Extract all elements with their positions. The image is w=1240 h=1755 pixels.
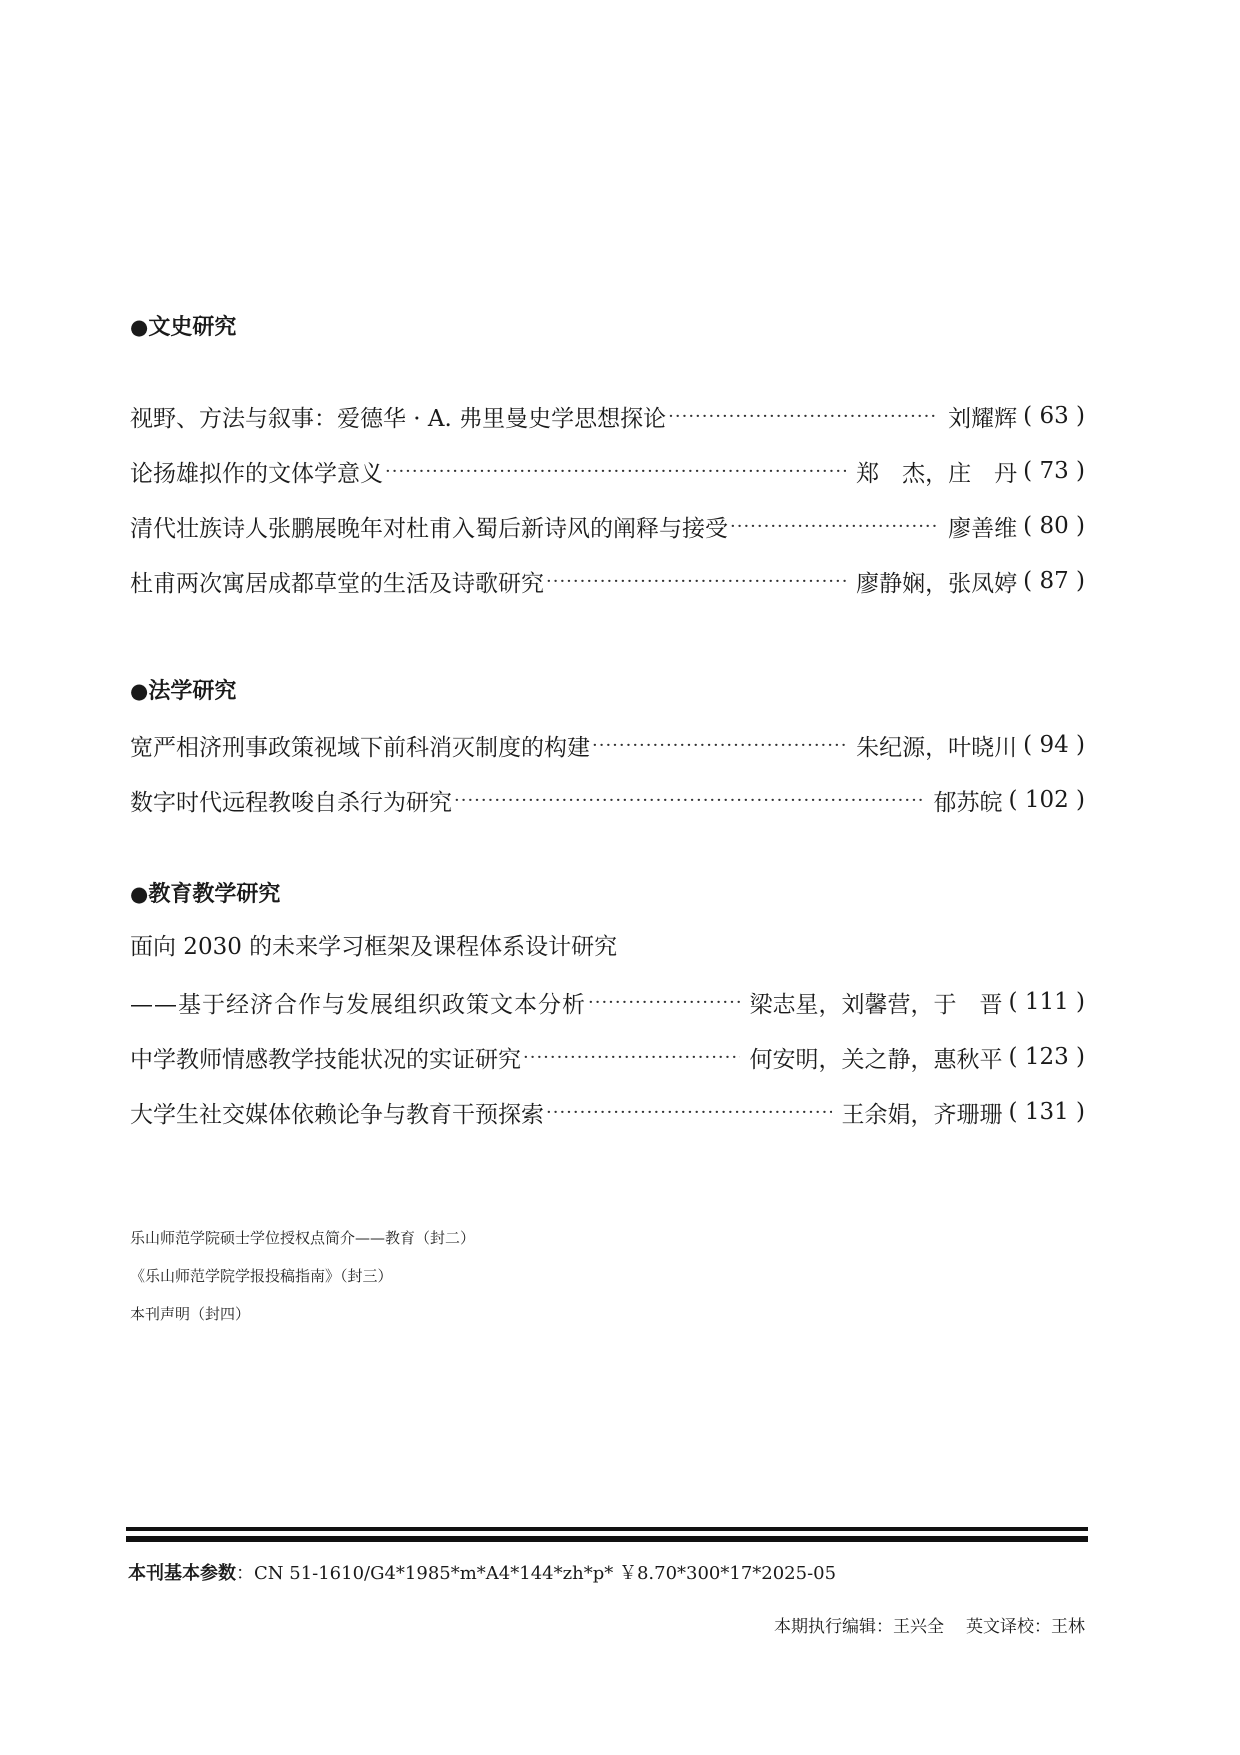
dot-leader <box>546 571 846 592</box>
editor-label: 本期执行编辑： <box>774 1617 893 1637</box>
entry-authors: 王余娟，齐珊珊 <box>841 1101 1003 1128</box>
entry-title: 杜甫两次寓居成都草堂的生活及诗歌研究 <box>130 570 544 597</box>
bullet-icon: ● <box>130 679 149 703</box>
entry-page: ( 131 ) <box>1008 1099 1085 1125</box>
entry-page: ( 102 ) <box>1008 787 1085 813</box>
toc-entry[interactable] <box>130 1040 1085 1074</box>
toc-entry[interactable] <box>130 783 1085 817</box>
note-cover4: 本刊声明（封四） <box>130 1305 251 1323</box>
entry-title: 大学生社交媒体依赖论争与教育干预探索 <box>130 1101 544 1128</box>
section-title: 法学研究 <box>148 679 237 704</box>
section-heading-education <box>130 879 280 909</box>
entry-authors: 梁志星，刘馨营，于 晋 <box>749 991 1003 1018</box>
toc-entry[interactable] <box>130 564 1085 598</box>
toc-entry[interactable] <box>130 1095 1085 1129</box>
footer-rule-bottom <box>126 1536 1088 1542</box>
section-heading-law <box>130 676 236 706</box>
note-cover2: 乐山师范学院硕士学位授权点简介——教育（封二） <box>130 1229 476 1247</box>
entry-page: ( 73 ) <box>1023 458 1085 484</box>
entry-page: ( 94 ) <box>1023 732 1085 758</box>
entry-authors: 廖静娴，张凤婷 <box>856 570 1018 597</box>
entry-page: ( 123 ) <box>1008 1044 1085 1070</box>
bullet-icon: ● <box>130 315 149 339</box>
toc-entry[interactable] <box>130 454 1085 488</box>
section-heading-history <box>130 312 236 342</box>
dot-leader <box>730 516 938 537</box>
entry-title: 清代壮族诗人张鹏展晚年对杜甫入蜀后新诗风的阐释与接受 <box>130 515 728 542</box>
entry-page: ( 111 ) <box>1008 989 1085 1015</box>
journal-params <box>128 1560 836 1588</box>
toc-entry[interactable] <box>130 728 1085 762</box>
dot-leader <box>592 735 846 756</box>
entry-authors: 廖善维 <box>948 515 1018 542</box>
entry-authors: 郁苏皖 <box>933 789 1003 816</box>
dot-leader <box>454 790 924 811</box>
entry-title: 数字时代远程教唆自杀行为研究 <box>130 789 452 816</box>
bullet-icon: ● <box>130 882 149 906</box>
translator-label: 英文译校： <box>966 1617 1051 1637</box>
dot-leader <box>523 1047 740 1068</box>
entry-authors: 朱纪源，叶晓川 <box>856 734 1018 761</box>
entry-title: 宽严相济刑事政策视域下前科消灭制度的构建 <box>130 734 590 761</box>
dot-leader <box>668 406 938 427</box>
footer-rule-top <box>126 1527 1088 1531</box>
section-title: 教育教学研究 <box>148 882 281 907</box>
entry-authors: 郑 杰，庄 丹 <box>856 460 1018 487</box>
toc-entry[interactable] <box>130 509 1085 543</box>
dot-leader <box>588 992 740 1013</box>
editors-line <box>774 1614 1085 1640</box>
dot-leader <box>385 461 846 482</box>
dot-leader <box>546 1102 832 1123</box>
entry-page: ( 87 ) <box>1023 568 1085 594</box>
entry-title: 中学教师情感教学技能状况的实证研究 <box>130 1046 521 1073</box>
params-value: ：CN 51-1610/G4*1985*m*A4*144*zh*p* ￥8.70*300*17*2025-05 <box>236 1563 837 1584</box>
toc-entry[interactable] <box>130 985 1085 1019</box>
translator-name: 王林 <box>1051 1617 1085 1637</box>
entry-title: 论扬雄拟作的文体学意义 <box>130 460 383 487</box>
entry-page: ( 63 ) <box>1023 403 1085 429</box>
note-cover3: 《乐山师范学院学报投稿指南》（封三） <box>130 1267 393 1285</box>
entry-page: ( 80 ) <box>1023 513 1085 539</box>
section-title: 文史研究 <box>148 315 237 340</box>
entry-subtitle: ——基于经济合作与发展组织政策文本分析 <box>130 991 586 1018</box>
toc-entry[interactable] <box>130 399 1085 433</box>
entry-authors: 何安明，关之静，惠秋平 <box>749 1046 1003 1073</box>
editor-name: 王兴全 <box>893 1617 944 1637</box>
params-label: 本刊基本参数 <box>128 1563 236 1584</box>
entry-title: 视野、方法与叙事：爱德华 · A. 弗里曼史学思想探论 <box>130 405 667 432</box>
entry-main-title[interactable]: 面向 2030 的未来学习框架及课程体系设计研究 <box>130 934 618 960</box>
entry-authors: 刘耀辉 <box>948 405 1018 432</box>
